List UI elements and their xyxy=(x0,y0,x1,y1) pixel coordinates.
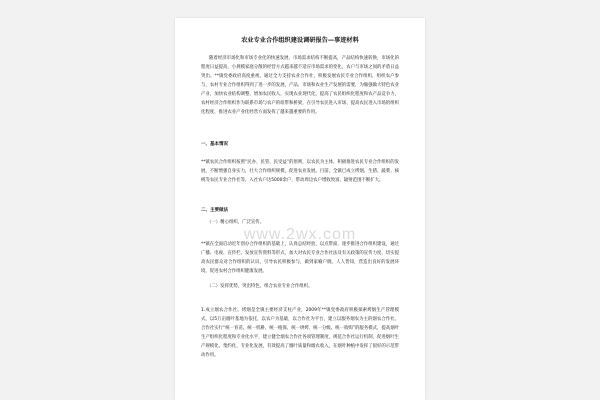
basic-situation-paragraph: **镇农民合作组织按照“民办、民管、民受益”的原则，以农民为主体，积极推进农民专业合作组织的发展，不断增强自身实力，壮大合作组织规模，促进农业发展。目前，全镇已成立烤烟、生猪、蔬菜、核桃等农民专业合作社等，入社农户达5000余户，带动周边农户增收致富，辐射范围不断扩大。 xyxy=(201,160,399,183)
section-heading-main-methods: 二、主要做法 xyxy=(201,208,228,213)
section-heading-basic-situation: 一、基本情况 xyxy=(201,142,228,147)
subsection-heading-leverage-strengths: （二）发挥优势，突出特色，组合农业专业合作组织。 xyxy=(207,284,313,289)
watermark: www.2wx.com xyxy=(243,226,357,243)
intro-paragraph: 随着经济市场化和市场专业化的快速发展，市场需求结构不断提高，产品结构快速转换，市场化的程度日益提高，小规模家庭分散的经营方式越来越不适应市场需求的变化，农户与市场之间的矛盾日益突出。**镇党委政府高度重视，通过全力支持农业合作社，积极发展农民专业合作组织，组织农户参与，农村专业合作组织得到了进一步的发展，产品、市场和农业生产发展的需要，为做强做大特色农业产业、加快农业结构调整、增加农民收入，实现农业现代化，提高了农民组织化程度和农产品竞争力，农村经济合作组织作为联系市场与农户的纽带和桥梁，在引导农民进入市场、提高农民进入市场的组织化程度、推进农业产业化经营方面发挥了越来越重要的作用。 xyxy=(201,56,399,115)
tobacco-cooperative-paragraph: 1.成立烟农合作社。烤烟是全镇主要经济支柱产业，2009年**镇党委政府积极探索烤烟生产管理模式，以5万亩烟叶基地为依托，以农户为基础，以合作社为平台，建立以服务烟农为主的烟农合作社。合作社实行“统一育苗、统一机耕、统一植保、统一烘烤、统一分级、统一收购”的服务模式，提高烟叶生产组织化程度和专业化水平，建立健全烟农合作社各项管理制度，规范合作社运行机制，促进烟叶生产规模化、集约化、专业化发展，有效提高了烟叶质量和烟农收入，在烟叶种植中发挥了很好的示范带动作用。 xyxy=(201,308,399,358)
organize-publicize-paragraph: **镇在全面启动近年创办合作组织的基础上，认真总结经验，以点带面，逐步推进合作组织建设，通过广播、电视、宣传栏、发放宣传资料等形式，加大对农民专业合作社法及有关政策的宣传力度，切实提高农民群众对合作组织的认识，引导农民积极参与，做到家喻户晓、人人皆知，营造出良好的发展环境，促进农村合作组织健康发展。 xyxy=(201,242,399,274)
subsection-heading-organize-publicize: （一）精心组织，广泛宣传。 xyxy=(207,220,265,225)
document-title: 农业专业合作组织建设调研报告—事迹材料 xyxy=(241,37,359,44)
document-page xyxy=(175,18,425,400)
